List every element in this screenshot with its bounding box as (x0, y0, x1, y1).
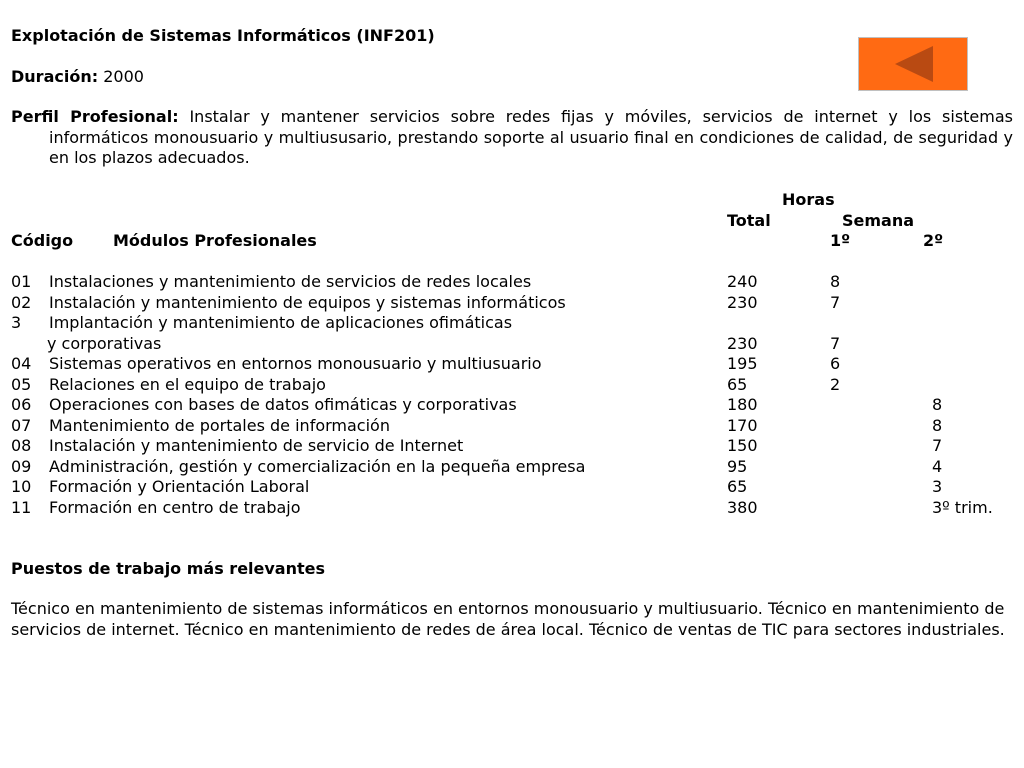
module-total-hours: 150 (727, 436, 758, 455)
module-code: 07 (11, 415, 32, 435)
module-semester-1-hours: 7 (830, 333, 841, 353)
module-semester-2-hours: 7 (932, 436, 943, 455)
jobs-text: Técnico en mantenimiento de sistemas informáticos en entornos monousuario y multiusuario. Técnico en mantenimiento de servicios de internet. Técnico en mantenimiento de redes de área local. Técnico de ventas de TIC para sectores industriales. (11, 599, 1005, 639)
table-row (0, 375, 1024, 395)
duration-value: 2000 (103, 67, 144, 86)
table-row (0, 477, 1024, 497)
module-semester-2-hours: 4 (932, 456, 943, 476)
module-semester-1-hours: 2 (830, 374, 841, 394)
module-code: 04 (11, 354, 32, 373)
table-row (0, 313, 1024, 333)
module-code: 11 (11, 497, 32, 517)
module-total-hours: 230 (727, 292, 758, 312)
module-name: Formación en centro de trabajo (49, 497, 301, 517)
module-code: 06 (11, 395, 32, 414)
module-semester-2-hours: 8 (932, 395, 943, 414)
module-code: 09 (11, 456, 32, 476)
table-row (0, 436, 1024, 456)
table-row (0, 395, 1024, 415)
module-total-hours: 180 (727, 395, 758, 414)
header-code: Código (11, 231, 74, 250)
table-row (0, 293, 1024, 313)
table-row (0, 272, 1024, 292)
header-total: Total (727, 211, 771, 230)
module-name: Instalación y mantenimiento de equipos y sistemas informáticos (49, 292, 566, 312)
module-total-hours: 380 (727, 497, 758, 517)
profile-label: Perfil Profesional: (11, 107, 179, 126)
module-name: Instalación y mantenimiento de servicio de Internet (49, 436, 464, 455)
module-total-hours: 240 (727, 272, 758, 291)
header-horas: Horas (782, 190, 835, 209)
module-semester-1-hours: 6 (830, 354, 841, 373)
module-total-hours: 65 (727, 477, 748, 496)
module-total-hours: 170 (727, 415, 758, 435)
header-modules: Módulos Profesionales (113, 231, 317, 250)
module-name: Instalaciones y mantenimiento de servicios de redes locales (49, 272, 532, 291)
module-semester-1-hours: 7 (830, 292, 841, 312)
module-semester-2-hours: 8 (932, 415, 943, 435)
module-code: 05 (11, 374, 32, 394)
module-total-hours: 95 (727, 456, 748, 476)
module-name: Formación y Orientación Laboral (49, 477, 310, 496)
back-button[interactable] (858, 37, 968, 91)
module-code: 01 (11, 272, 32, 291)
header-semana: Semana (842, 211, 915, 230)
module-semester-2-hours: 3 (932, 477, 943, 496)
table-row (0, 334, 1024, 354)
jobs-heading: Puestos de trabajo más relevantes (11, 559, 326, 578)
module-name: Implantación y mantenimiento de aplicaciones ofimáticas (49, 313, 513, 332)
module-name: Administración, gestión y comercialización en la pequeña empresa (49, 456, 586, 476)
module-total-hours: 195 (727, 354, 758, 373)
table-row (0, 457, 1024, 477)
module-name: y corporativas (47, 333, 162, 353)
module-name: Mantenimiento de portales de información (49, 415, 390, 435)
module-code: 08 (11, 436, 32, 455)
module-name: Sistemas operativos en entornos monousuario y multiusuario (49, 354, 542, 373)
left-triangle-icon (893, 44, 935, 84)
profile-paragraph (11, 107, 1013, 169)
module-total-hours: 230 (727, 333, 758, 353)
course-title: Explotación de Sistemas Informáticos (INF201) (11, 26, 435, 45)
module-name: Operaciones con bases de datos ofimáticas y corporativas (49, 395, 517, 414)
header-semester-1: 1º (830, 231, 851, 250)
module-code: 02 (11, 292, 32, 312)
header-semester-2: 2º (923, 231, 944, 250)
duration-label: Duración: (11, 67, 99, 86)
module-total-hours: 65 (727, 374, 748, 394)
module-code: 10 (11, 477, 32, 496)
table-row (0, 416, 1024, 436)
module-code: 3 (11, 313, 22, 332)
module-semester-2-hours: 3º trim. (932, 497, 993, 517)
profile-text: Instalar y mantener servicios sobre redes fijas y móviles, servicios de internet y los sistemas informáticos monousuario y multiususario, prestando soporte al usuario final en condiciones de calidad, de seguridad y en los plazos adecuados. (49, 107, 1013, 167)
table-row (0, 354, 1024, 374)
module-name: Relaciones en el equipo de trabajo (49, 374, 326, 394)
module-semester-1-hours: 8 (830, 272, 841, 291)
table-row (0, 498, 1024, 518)
duration (11, 67, 144, 87)
